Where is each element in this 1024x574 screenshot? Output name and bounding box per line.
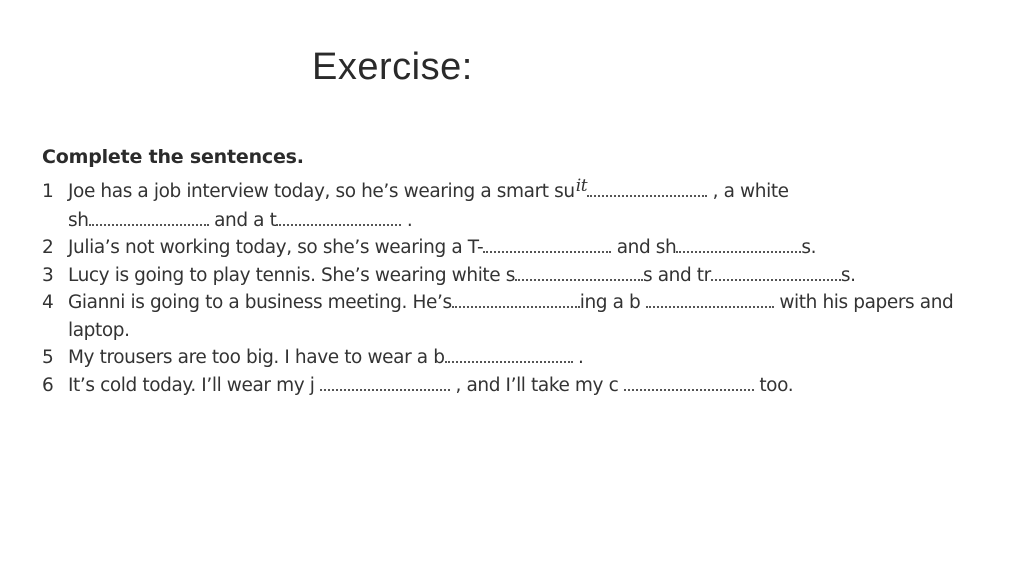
sentence-6 <box>42 372 1002 400</box>
sentence-text: My trousers are too big. I have to wear a b <box>68 347 445 368</box>
sentence-number: 1 <box>42 181 54 202</box>
sentence-text: Lucy is going to play tennis. She’s wearing white s <box>68 264 515 286</box>
sentence-text: with his papers and <box>779 292 954 313</box>
answer-blank[interactable] <box>445 347 573 363</box>
sentence-text: . <box>578 347 584 368</box>
sentence-text: laptop. <box>68 319 130 341</box>
slide-title: Exercise: <box>312 46 473 88</box>
sentence-number: 4 <box>42 292 54 313</box>
answer-blank[interactable] <box>320 375 450 391</box>
sentence-3 <box>42 262 1002 290</box>
sentence-number: 3 <box>42 264 54 286</box>
sentence-text: and a t <box>214 209 277 231</box>
sentence-text: Joe has a job interview today, so he’s wearing a smart su <box>68 181 575 202</box>
exercise-block <box>42 146 1002 399</box>
sentence-text: too. <box>759 374 794 396</box>
answer-blank[interactable] <box>624 375 754 391</box>
sentence-text: ing a b <box>579 292 641 313</box>
answer-blank[interactable] <box>89 210 209 226</box>
answer-blank[interactable] <box>646 292 774 308</box>
sentence-number: 5 <box>42 347 54 368</box>
sentence-text: Julia’s not working today, so she’s wearing a T- <box>68 237 484 258</box>
sentence-4 <box>42 289 1002 344</box>
sentence-2 <box>42 234 1002 262</box>
exercise-heading: Complete the sentences. <box>42 146 304 168</box>
sentence-text: and sh <box>616 237 677 258</box>
sentence-number: 6 <box>42 374 54 396</box>
sentence-text: , and I’ll take my c <box>455 374 619 396</box>
handwritten-answer: it <box>575 176 588 196</box>
answer-blank[interactable] <box>587 181 707 197</box>
answer-blank[interactable] <box>711 265 841 281</box>
sentence-5 <box>42 344 1002 372</box>
sentence-text: Gianni is going to a business meeting. He’s <box>68 292 452 313</box>
answer-blank[interactable] <box>676 237 801 253</box>
sentence-text: , a white <box>712 181 789 202</box>
answer-blank[interactable] <box>452 292 580 308</box>
answer-blank[interactable] <box>483 237 611 253</box>
sentence-text: sh <box>68 209 89 231</box>
sentence-1 <box>42 178 1002 234</box>
sentence-number: 2 <box>42 237 54 258</box>
answer-blank[interactable] <box>276 210 401 226</box>
sentence-text: s. <box>801 237 817 258</box>
answer-blank[interactable] <box>515 265 643 281</box>
sentence-text: It’s cold today. I’ll wear my j <box>68 374 315 396</box>
sentence-text: . <box>406 209 413 231</box>
sentence-text: s and tr <box>643 264 711 286</box>
sentence-text: s. <box>840 264 856 286</box>
